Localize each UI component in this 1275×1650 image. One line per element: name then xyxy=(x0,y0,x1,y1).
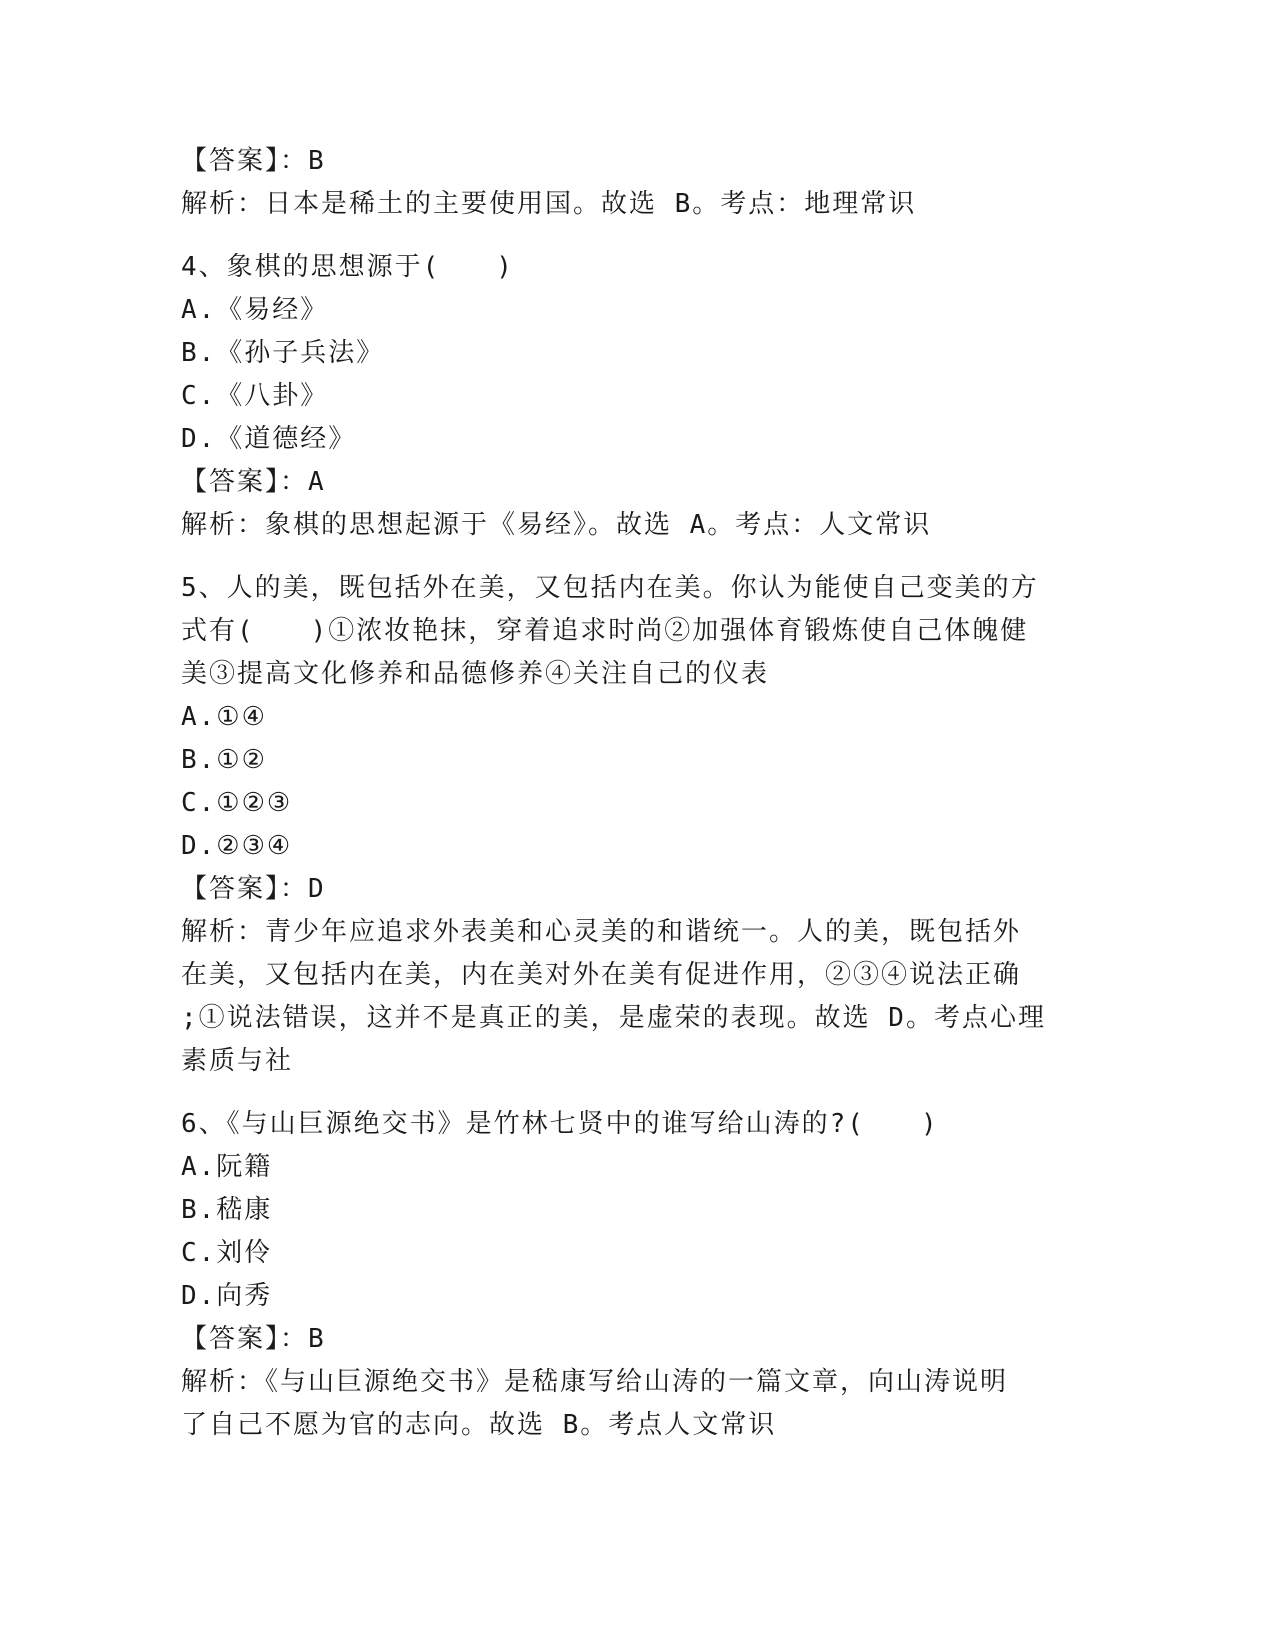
option-b: B.①② xyxy=(181,745,267,775)
answer-block-q3 xyxy=(181,140,1061,226)
answer-line: 【答案】：B xyxy=(181,1324,326,1354)
option-c: C.①②③ xyxy=(181,788,293,818)
option-a: A.《易经》 xyxy=(181,295,329,325)
option-a: A.阮籍 xyxy=(181,1152,273,1182)
question-block-6 xyxy=(181,1103,1061,1447)
option-d: D.向秀 xyxy=(181,1281,273,1311)
explanation-line: 了自己不愿为官的志向。故选 B。考点人文常识 xyxy=(181,1410,777,1440)
spacer xyxy=(181,1083,1061,1103)
question-stem: 5、人的美，既包括外在美，又包括内在美。你认为能使自己变美的方 xyxy=(181,573,1039,603)
option-b: B.《孙子兵法》 xyxy=(181,338,385,368)
question-stem: 美③提高文化修养和品德修养④关注自己的仪表 xyxy=(181,659,770,689)
question-stem: 式有( )①浓妆艳抹，穿着追求时尚②加强体育锻炼使自己体魄健 xyxy=(181,616,1029,646)
answer-line: 【答案】：A xyxy=(181,467,326,497)
question-block-5 xyxy=(181,567,1061,1083)
question-stem: 6、《与山巨源绝交书》是竹林七贤中的谁写给山涛的?( ) xyxy=(181,1109,939,1139)
option-b: B.嵇康 xyxy=(181,1195,273,1225)
question-stem: 4、象棋的思想源于( ) xyxy=(181,252,514,282)
option-a: A.①④ xyxy=(181,702,267,732)
option-d: D.②③④ xyxy=(181,831,293,861)
answer-line: 【答案】：D xyxy=(181,874,326,904)
answer-line: 【答案】：B xyxy=(181,146,326,176)
spacer xyxy=(181,226,1061,246)
explanation-line: 解析：《与山巨源绝交书》是嵇康写给山涛的一篇文章，向山涛说明 xyxy=(181,1367,1009,1397)
explanation-line: 素质与社 xyxy=(181,1046,294,1076)
spacer xyxy=(181,547,1061,567)
option-c: C.刘伶 xyxy=(181,1238,273,1268)
explanation-line: 解析：日本是稀土的主要使用国。故选 B。考点：地理常识 xyxy=(181,189,917,219)
option-c: C.《八卦》 xyxy=(181,381,329,411)
explanation-line: ;①说法错误，这并不是真正的美，是虚荣的表现。故选 D。考点心理 xyxy=(181,1003,1046,1033)
explanation-line: 解析：青少年应追求外表美和心灵美的和谐统一。人的美，既包括外 xyxy=(181,917,1022,947)
explanation-line: 在美，又包括内在美，内在美对外在美有促进作用，②③④说法正确 xyxy=(181,960,1022,990)
question-block-4 xyxy=(181,246,1061,547)
document-content xyxy=(181,140,1061,1447)
option-d: D.《道德经》 xyxy=(181,424,357,454)
explanation-line: 解析：象棋的思想起源于《易经》。故选 A。考点：人文常识 xyxy=(181,510,932,540)
